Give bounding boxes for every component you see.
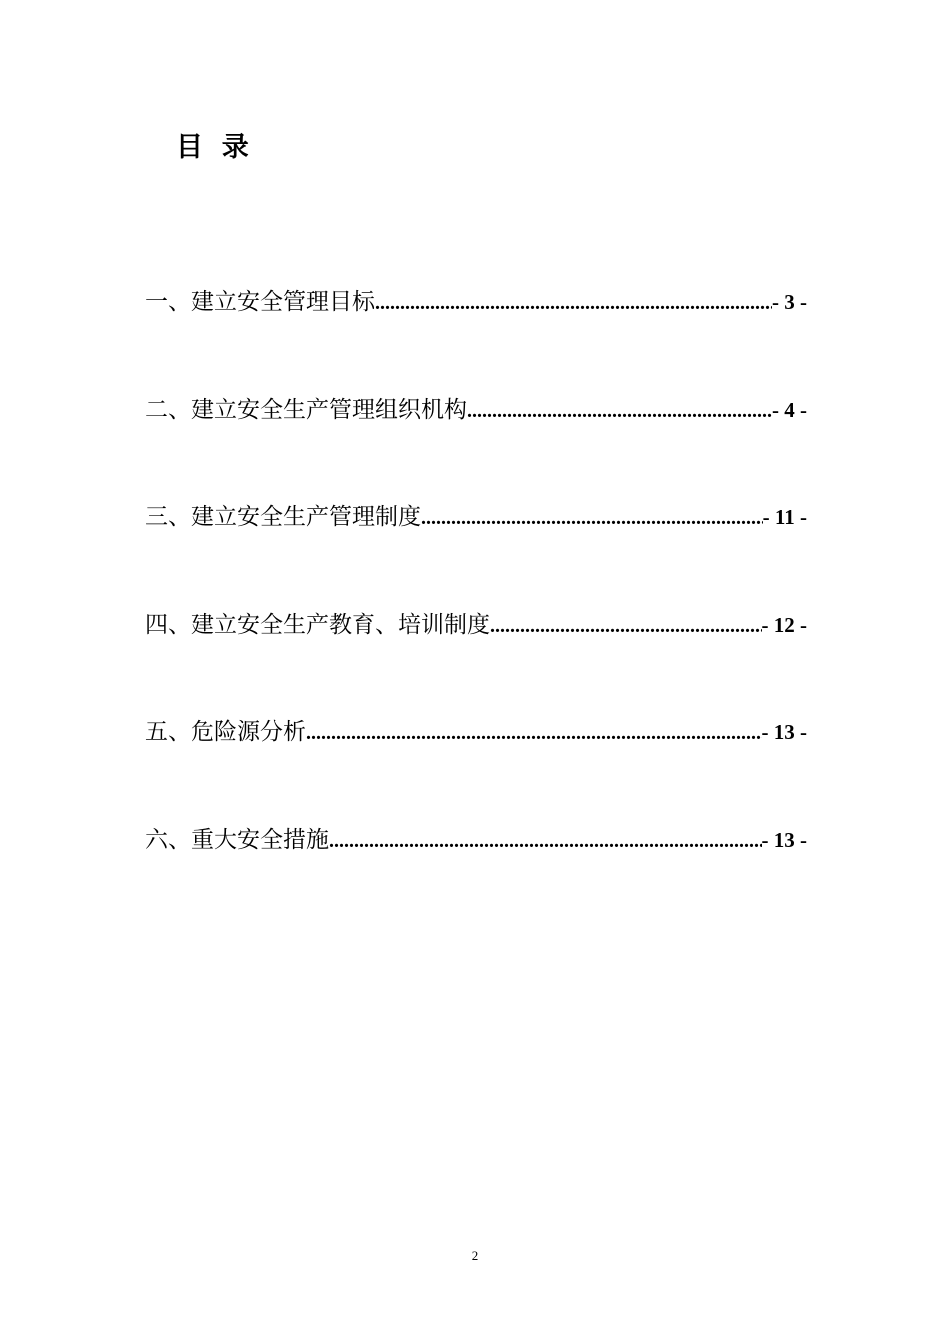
toc-entry-label: 二、建立安全生产管理组织机构 xyxy=(145,396,467,423)
toc-entry-label: 三、建立安全生产管理制度 xyxy=(145,504,421,531)
toc-leader-dots xyxy=(375,285,772,321)
toc-entry-label: 六、重大安全措施 xyxy=(145,826,329,853)
toc-entry-label: 四、建立安全生产教育、培训制度 xyxy=(145,611,490,638)
toc-entry-page: - 12 - xyxy=(761,612,807,637)
toc-entry-6[interactable] xyxy=(145,822,807,858)
page-number: 2 xyxy=(471,1248,479,1263)
toc-entry-page: - 13 - xyxy=(761,827,807,852)
toc-entry-5[interactable] xyxy=(145,714,807,750)
toc-entry-page: - 3 - xyxy=(772,290,807,314)
toc-leader-dots xyxy=(421,500,763,536)
toc-title: 目 录 xyxy=(176,132,249,163)
toc-entry-1[interactable] xyxy=(145,284,807,320)
toc-leader-dots xyxy=(490,608,762,644)
toc-entry-3[interactable] xyxy=(145,499,807,535)
toc-entry-2[interactable] xyxy=(145,392,807,428)
toc-entry-label: 五、危险源分析 xyxy=(145,719,306,746)
toc-entry-page: - 4 - xyxy=(772,397,807,422)
toc-entry-label: 一、建立安全管理目标 xyxy=(145,289,375,315)
toc-entry-page: - 13 - xyxy=(761,720,807,745)
toc-leader-dots xyxy=(467,393,772,429)
toc-entry-page: - 11 - xyxy=(762,505,807,530)
toc-leader-dots xyxy=(329,823,762,859)
toc-entry-4[interactable] xyxy=(145,607,807,643)
toc-list xyxy=(145,284,807,858)
toc-leader-dots xyxy=(306,715,762,751)
